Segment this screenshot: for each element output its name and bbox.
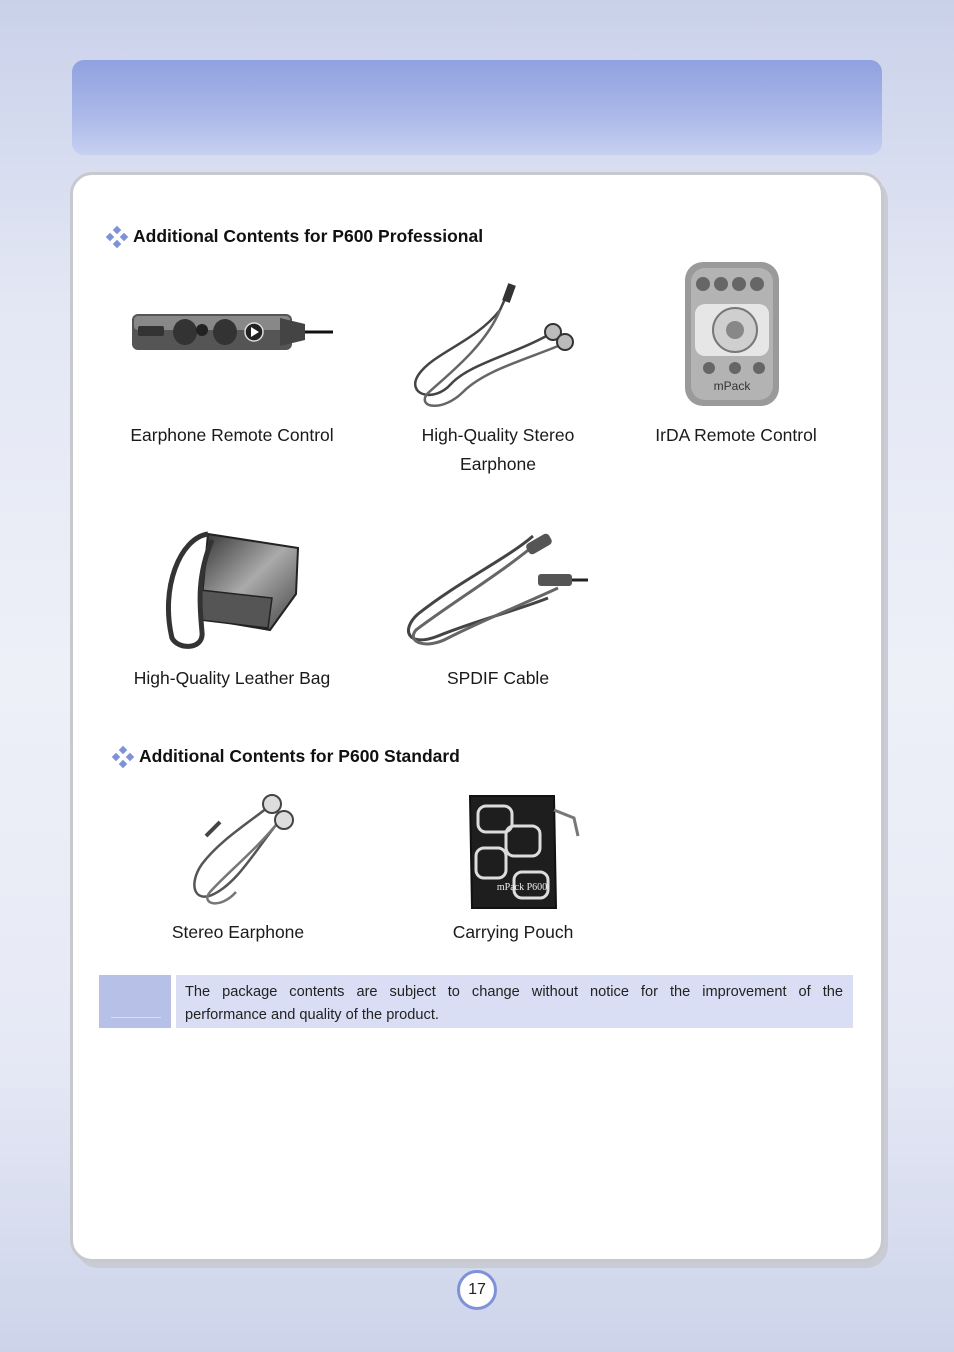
diamond-bullet-icon: [113, 747, 133, 767]
note-tab: [99, 975, 171, 1028]
caption: High-Quality Stereo: [421, 425, 575, 445]
section-title-text: Additional Contents for P600 Standard: [139, 746, 460, 766]
caption: Carrying Pouch: [452, 922, 574, 942]
item-spdif-cable: [378, 664, 618, 693]
section-title-standard: [113, 746, 460, 767]
caption: Stereo Earphone: [171, 922, 305, 942]
caption: Earphone Remote Control: [130, 425, 334, 445]
earphone-remote-image: [130, 310, 335, 356]
item-high-quality-leather-bag: [112, 664, 352, 693]
pouch-image: [466, 792, 584, 912]
caption: SPDIF Cable: [446, 668, 550, 688]
item-earphone-remote-control: [112, 421, 352, 450]
stereo-earphone-image: [405, 282, 580, 417]
caption: IrDA Remote Control: [655, 425, 817, 445]
header-band: [72, 60, 882, 155]
caption: High-Quality Leather Bag: [133, 668, 331, 688]
earphone-image: [180, 792, 298, 912]
note-text: [176, 975, 853, 1028]
item-carrying-pouch: [403, 918, 623, 947]
caption: Earphone: [460, 454, 536, 474]
note-box: [99, 975, 853, 1028]
spdif-cable-image: [398, 522, 590, 650]
irda-remote-image: [683, 260, 781, 408]
section-title-text: Additional Contents for P600 Professional: [133, 226, 484, 246]
note-line-1: The package contents are subject to change without notice for the improvement of the: [185, 984, 843, 1000]
leather-bag-image: [160, 528, 302, 650]
section-title-professional: [107, 226, 483, 247]
item-stereo-earphone: [128, 918, 348, 947]
item-high-quality-stereo-earphone: [378, 421, 618, 479]
pouch-brand: mPack P600: [496, 882, 548, 893]
note-line-2: performance and quality of the product.: [185, 1007, 439, 1023]
page-number: 17: [457, 1270, 497, 1310]
remote-brand: mPack: [713, 379, 751, 393]
diamond-bullet-icon: [107, 227, 127, 247]
item-irda-remote-control: [626, 421, 846, 450]
